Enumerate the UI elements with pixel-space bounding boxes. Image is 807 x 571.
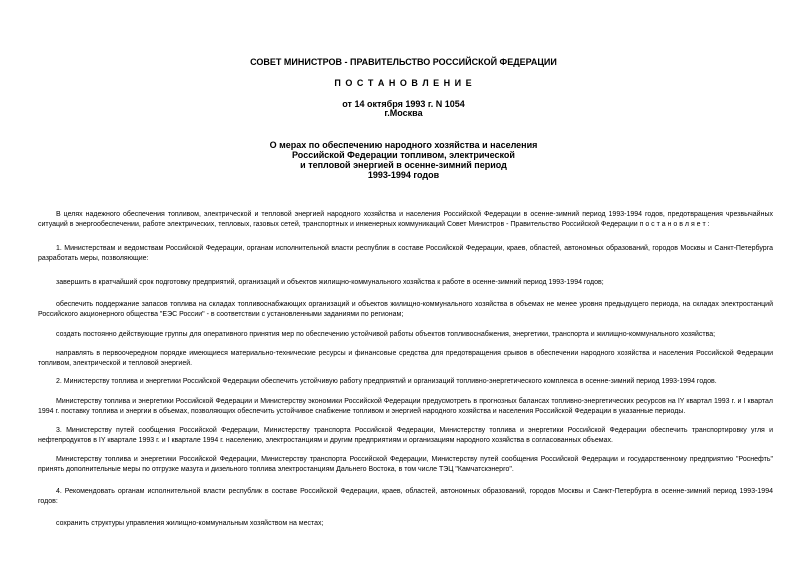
- paragraph-item-1: 1. Министерствам и ведомствам Российской Федерации, органам исполнительной власти республик в составе Российской Федерации, краев, областей, автономных образований, городов Москвы и Санкт-Петербурга разработать меры, позволяющие:: [38, 245, 773, 262]
- paragraph-subitem: направлять в первоочередном порядке имеющиеся материально-технические ресурсы и финансовые средства для предотвращения срывов в обеспечении народного хозяйства и населения Российской Федерации топливом, электрической и тепловой энергией.: [38, 350, 773, 367]
- title-line: Российской Федерации топливом, электрической: [292, 150, 515, 160]
- document-body: [38, 210, 773, 529]
- paragraph-subitem: сохранить структуры управления жилищно-коммунальным хозяйством на местах;: [56, 520, 324, 527]
- document-type-heading: П О С Т А Н О В Л Е Н И Е: [334, 78, 473, 88]
- issuer-heading: СОВЕТ МИНИСТРОВ - ПРАВИТЕЛЬСТВО РОССИЙСКОЙ ФЕДЕРАЦИИ: [250, 57, 557, 67]
- paragraph-item-2-detail: Министерству топлива и энергетики Российской Федерации и Министерству экономики Российской Федерации предусмотреть в прогнозных балансах топливно-энергетических ресурсов на IY квартал 1993 г. и I квартал 1994 г. поставку топлива и энергии в объемах, позволяющих обеспечить устойчивое снабжение топливом и энергией народного хозяйства и населения Российской Федерации в указанные периоды.: [38, 398, 773, 415]
- title-line: и тепловой энергией в осенне-зимний период: [300, 160, 507, 170]
- document-title: [0, 140, 807, 180]
- title-line: О мерах по обеспечению народного хозяйства и населения: [269, 140, 538, 150]
- paragraph-item-3-detail: Министерству топлива и энергетики Российской Федерации, Министерству транспорта Российской Федерации, Министерству путей сообщения Российской Федерации и государственному предприятию "Роснефть" принять дополнительные меры по отгрузке мазута и дизельного топлива электростанциям Дальнего Востока, в том числе ТЭЦ "Камчатскэнерго".: [38, 456, 773, 473]
- city: г.Москва: [384, 108, 423, 118]
- date-number: от 14 октября 1993 г. N 1054: [342, 99, 465, 109]
- paragraph-item-3: 3. Министерству путей сообщения Российской Федерации, Министерству транспорта Российской Федерации, Министерству топлива и энергетики Российской Федерации обеспечить транспортировку угля и нефтепродуктов в IY квартале 1993 г. и I квартале 1994 г. населению, электростанциям и другим предприятиям и организациям народного хозяйства в согласованных объемах.: [38, 427, 773, 444]
- title-line: 1993-1994 годов: [367, 170, 440, 180]
- paragraph-subitem: завершить в кратчайший срок подготовку предприятий, организаций и объектов жилищно-коммунального хозяйства к работе в осенне-зимний период 1993-1994 годов;: [56, 279, 604, 286]
- paragraph-preamble: В целях надежного обеспечения топливом, электрической и тепловой энергией народного хозяйства и населения Российской Федерации в осенне-зимний период 1993-1994 годов, предотвращения чрезвычайных ситуаций в энергообеспечении, работе электрических, тепловых, газовых сетей, транспортных и инженерных коммуникаций Совет Министров - Правительство Российской Федерации п о с т а н о в л я е т :: [38, 211, 773, 228]
- paragraph-item-4: 4. Рекомендовать органам исполнительной власти республик в составе Российской Федерации, краев, областей, автономных образований, городов Москвы и Санкт-Петербурга в осенне-зимний период 1993-1994 годов:: [38, 488, 773, 505]
- paragraph-subitem: обеспечить поддержание запасов топлива на складах топливоснабжающих организаций и объектов жилищно-коммунального хозяйства в объемах не менее уровня предыдущего периода, на складах электростанций Российского акционерного общества "ЕЭС России" - в соответствии с установленными заданиями по регионам;: [38, 301, 773, 318]
- paragraph-subitem: создать постоянно действующие группы для оперативного принятия мер по обеспечению устойчивой работы объектов топливоснабжения, энергетики, транспорта и жилищно-коммунального хозяйства;: [56, 331, 716, 338]
- paragraph-item-2: 2. Министерству топлива и энергетики Российской Федерации обеспечить устойчивую работу предприятий и организаций топливно-энергетического комплекса в осенне-зимний период 1993-1994 годов.: [56, 378, 717, 385]
